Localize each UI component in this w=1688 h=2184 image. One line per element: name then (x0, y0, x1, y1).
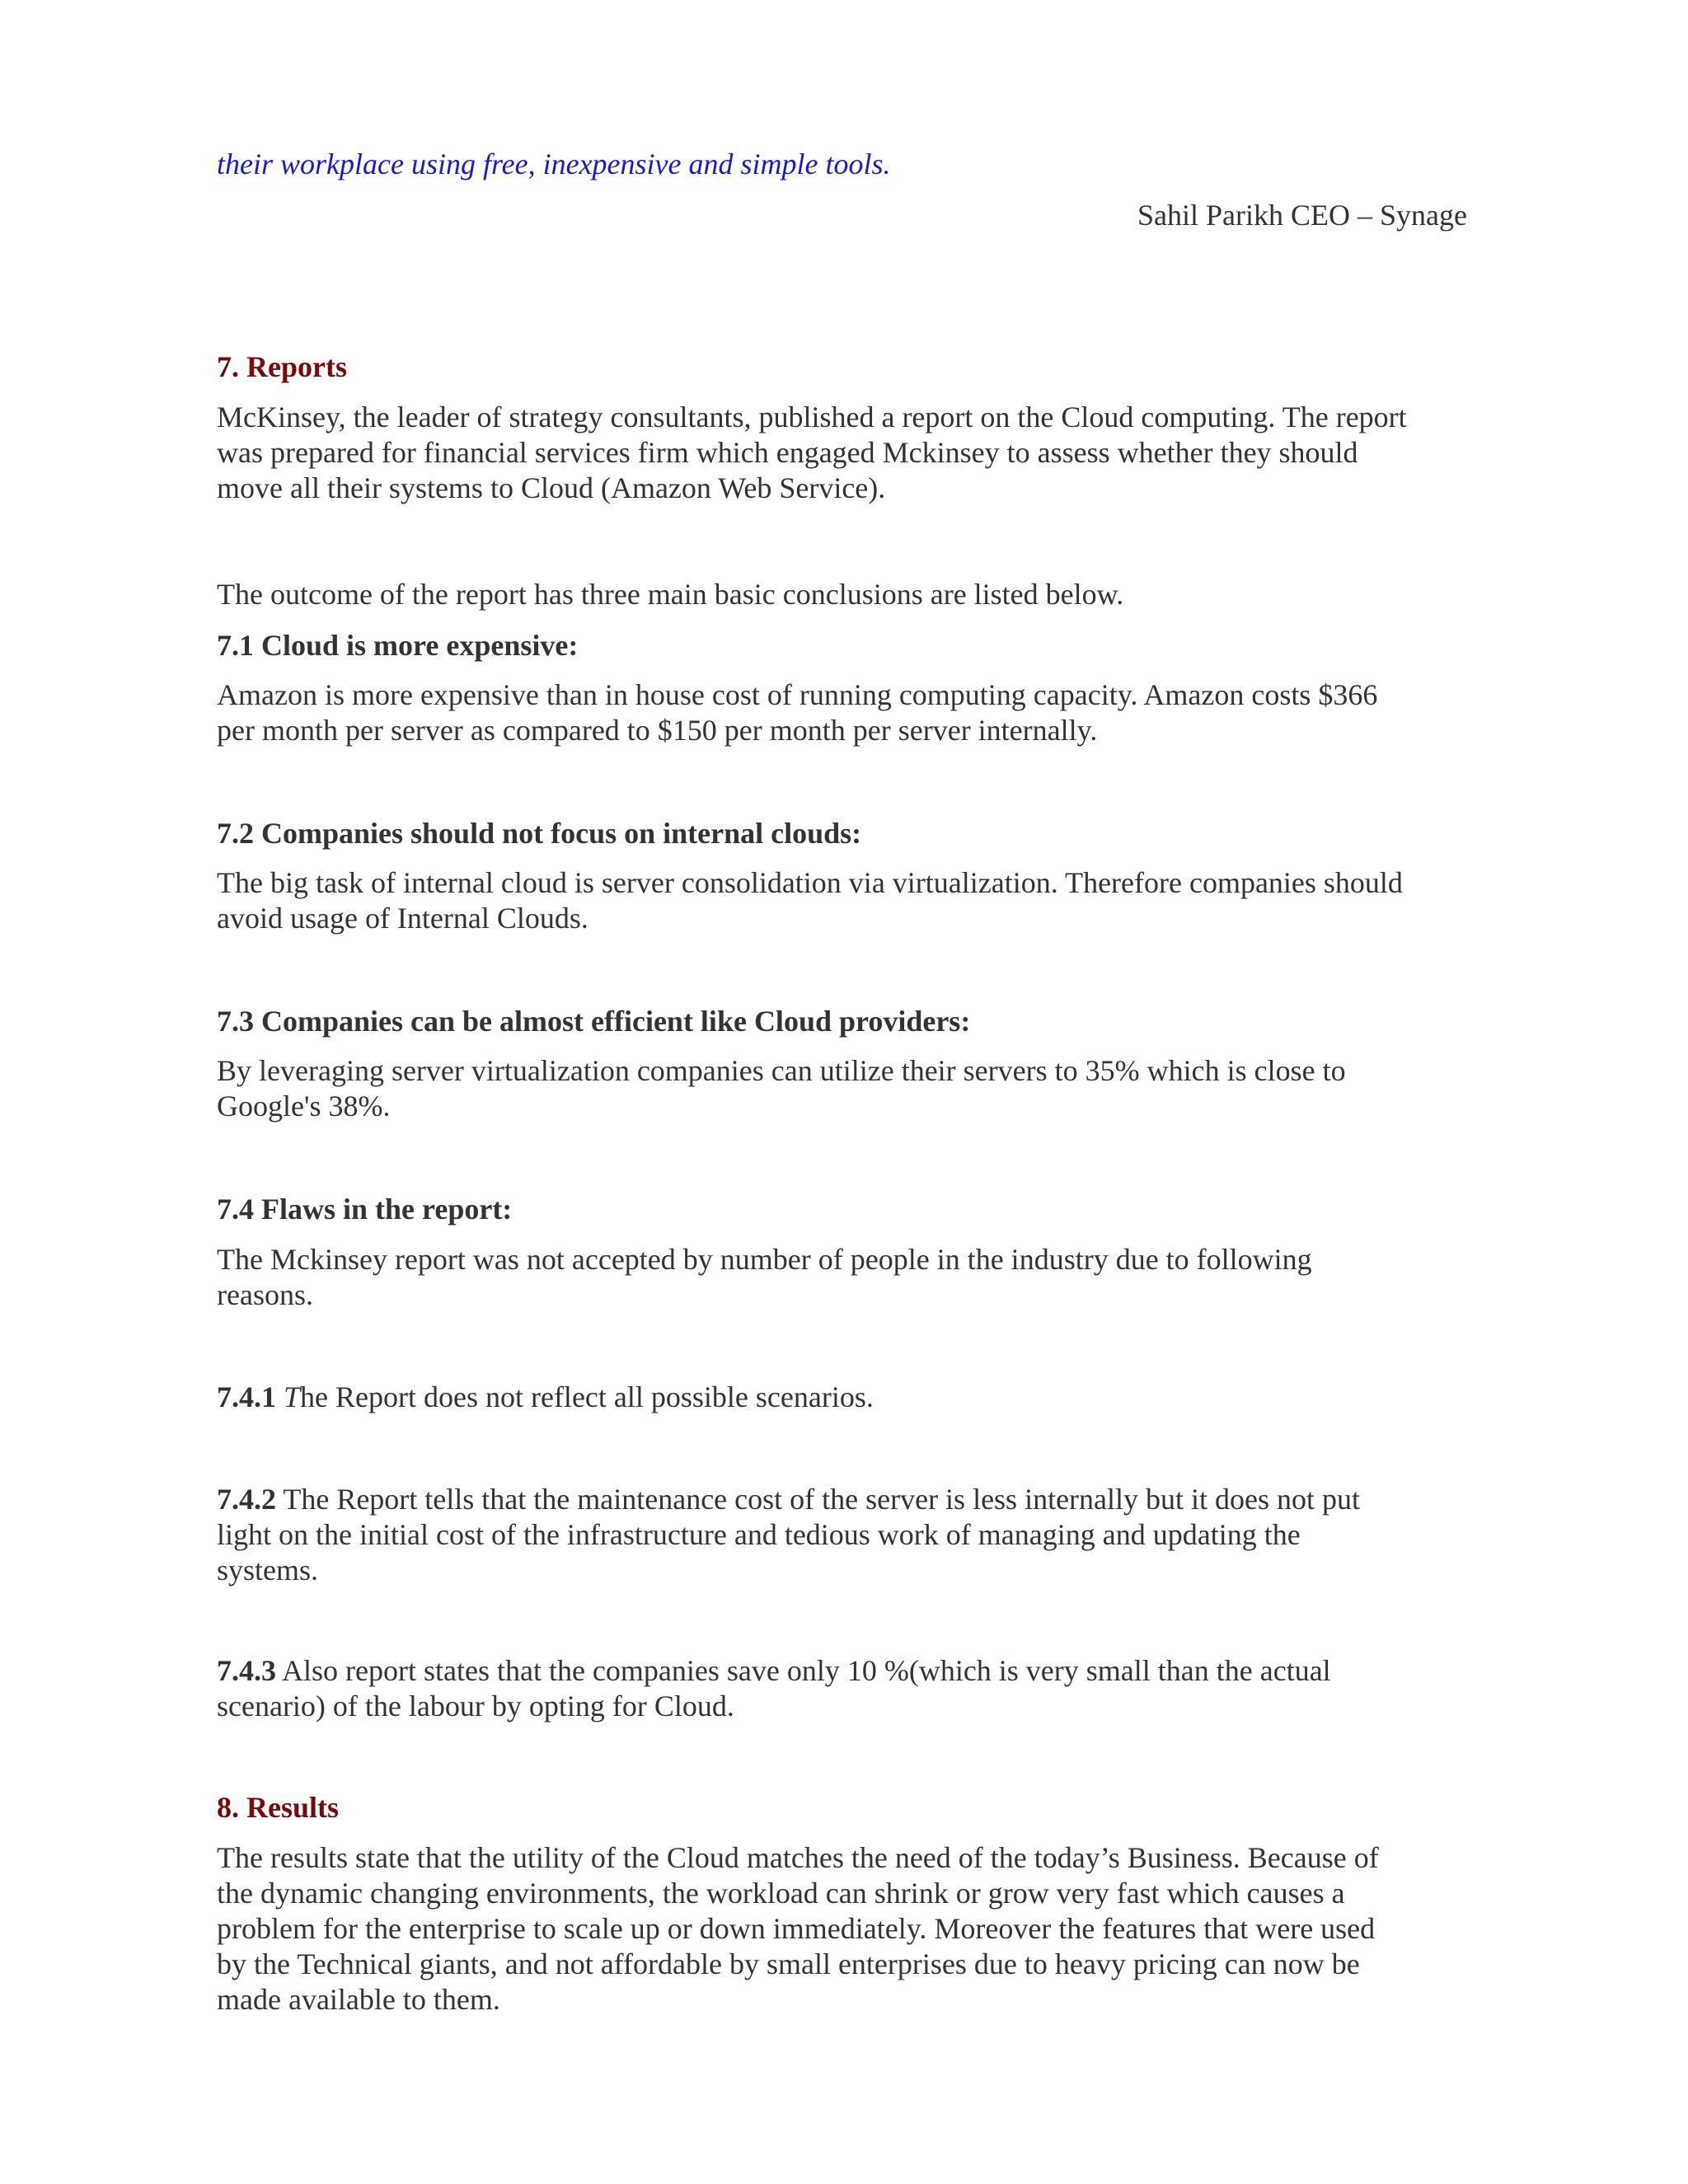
text-line: move all their systems to Cloud (Amazon Web Service). (217, 471, 886, 504)
section-7-outcome: The outcome of the report has three main basic conclusions are listed below. (217, 578, 1124, 611)
text-line: the dynamic changing environments, the workload can shrink or grow very fast which causes a (217, 1877, 1345, 1910)
section-8-body (217, 1840, 1470, 2018)
text-line: was prepared for financial services firm which engaged Mckinsey to assess whether they should (217, 436, 1358, 469)
text-line: scenario) of the labour by opting for Cloud. (217, 1690, 734, 1722)
text-line: problem for the enterprise to scale up or down immediately. Moreover the features that were used (217, 1912, 1376, 1945)
section-7-4-3 (217, 1653, 1470, 1724)
text-line: The results state that the utility of the Cloud matches the need of the today’s Business. Because of (217, 1841, 1379, 1874)
text-line: The Report tells that the maintenance cost of the server is less internally but it does not put (276, 1483, 1361, 1516)
section-text: he Report does not reflect all possible scenarios. (300, 1380, 874, 1413)
text-line: The Mckinsey report was not accepted by number of people in the industry due to following (217, 1243, 1312, 1276)
text-line: McKinsey, the leader of strategy consultants, published a report on the Cloud computing. The report (217, 401, 1407, 434)
section-7-4-1 (217, 1380, 1470, 1415)
text-line: Google's 38%. (217, 1090, 391, 1122)
section-7-4-body (217, 1242, 1470, 1313)
section-7-4-2 (217, 1482, 1470, 1588)
text-line: By leveraging server virtualization companies can utilize their servers to 35% which is close to (217, 1054, 1346, 1087)
section-8-heading: 8. Results (217, 1791, 340, 1824)
section-7-1-body (217, 677, 1470, 748)
text-line: light on the initial cost of the infrastructure and tedious work of managing and updating the (217, 1518, 1301, 1551)
section-number: 7.4.1 (217, 1380, 276, 1413)
text-line: Also report states that the companies save only 10 %(which is very small than the actual (276, 1654, 1331, 1687)
text-line: per month per server as compared to $150 per month per server internally. (217, 714, 1098, 747)
quote-tail: their workplace using free, inexpensive and simple tools. (217, 148, 891, 180)
text-line: systems. (217, 1554, 319, 1586)
section-7-heading: 7. Reports (217, 350, 347, 383)
text-line: avoid usage of Internal Clouds. (217, 902, 588, 935)
section-7-4-heading: 7.4 Flaws in the report: (217, 1193, 513, 1226)
section-7-2-heading: 7.2 Companies should not focus on internal clouds: (217, 817, 862, 850)
section-number: 7.4.2 (217, 1483, 276, 1516)
text-line: by the Technical giants, and not affordable by small enterprises due to heavy pricing can now be (217, 1947, 1360, 1980)
text-line: reasons. (217, 1278, 313, 1311)
section-7-3-body (217, 1053, 1470, 1124)
section-7-3-heading: 7.3 Companies can be almost efficient like Cloud providers: (217, 1005, 971, 1038)
section-7-2-body (217, 865, 1470, 936)
text-line: made available to them. (217, 1983, 500, 2016)
section-7-intro (217, 400, 1470, 506)
text-line: The big task of internal cloud is server consolidation via virtualization. Therefore companies should (217, 866, 1403, 899)
text-line: Amazon is more expensive than in house cost of running computing capacity. Amazon costs $366 (217, 678, 1378, 711)
first-letter: T (284, 1380, 301, 1413)
section-7-1-heading: 7.1 Cloud is more expensive: (217, 629, 579, 662)
section-number: 7.4.3 (217, 1654, 276, 1687)
quote-attribution: Sahil Parikh CEO – Synage (1137, 199, 1467, 232)
